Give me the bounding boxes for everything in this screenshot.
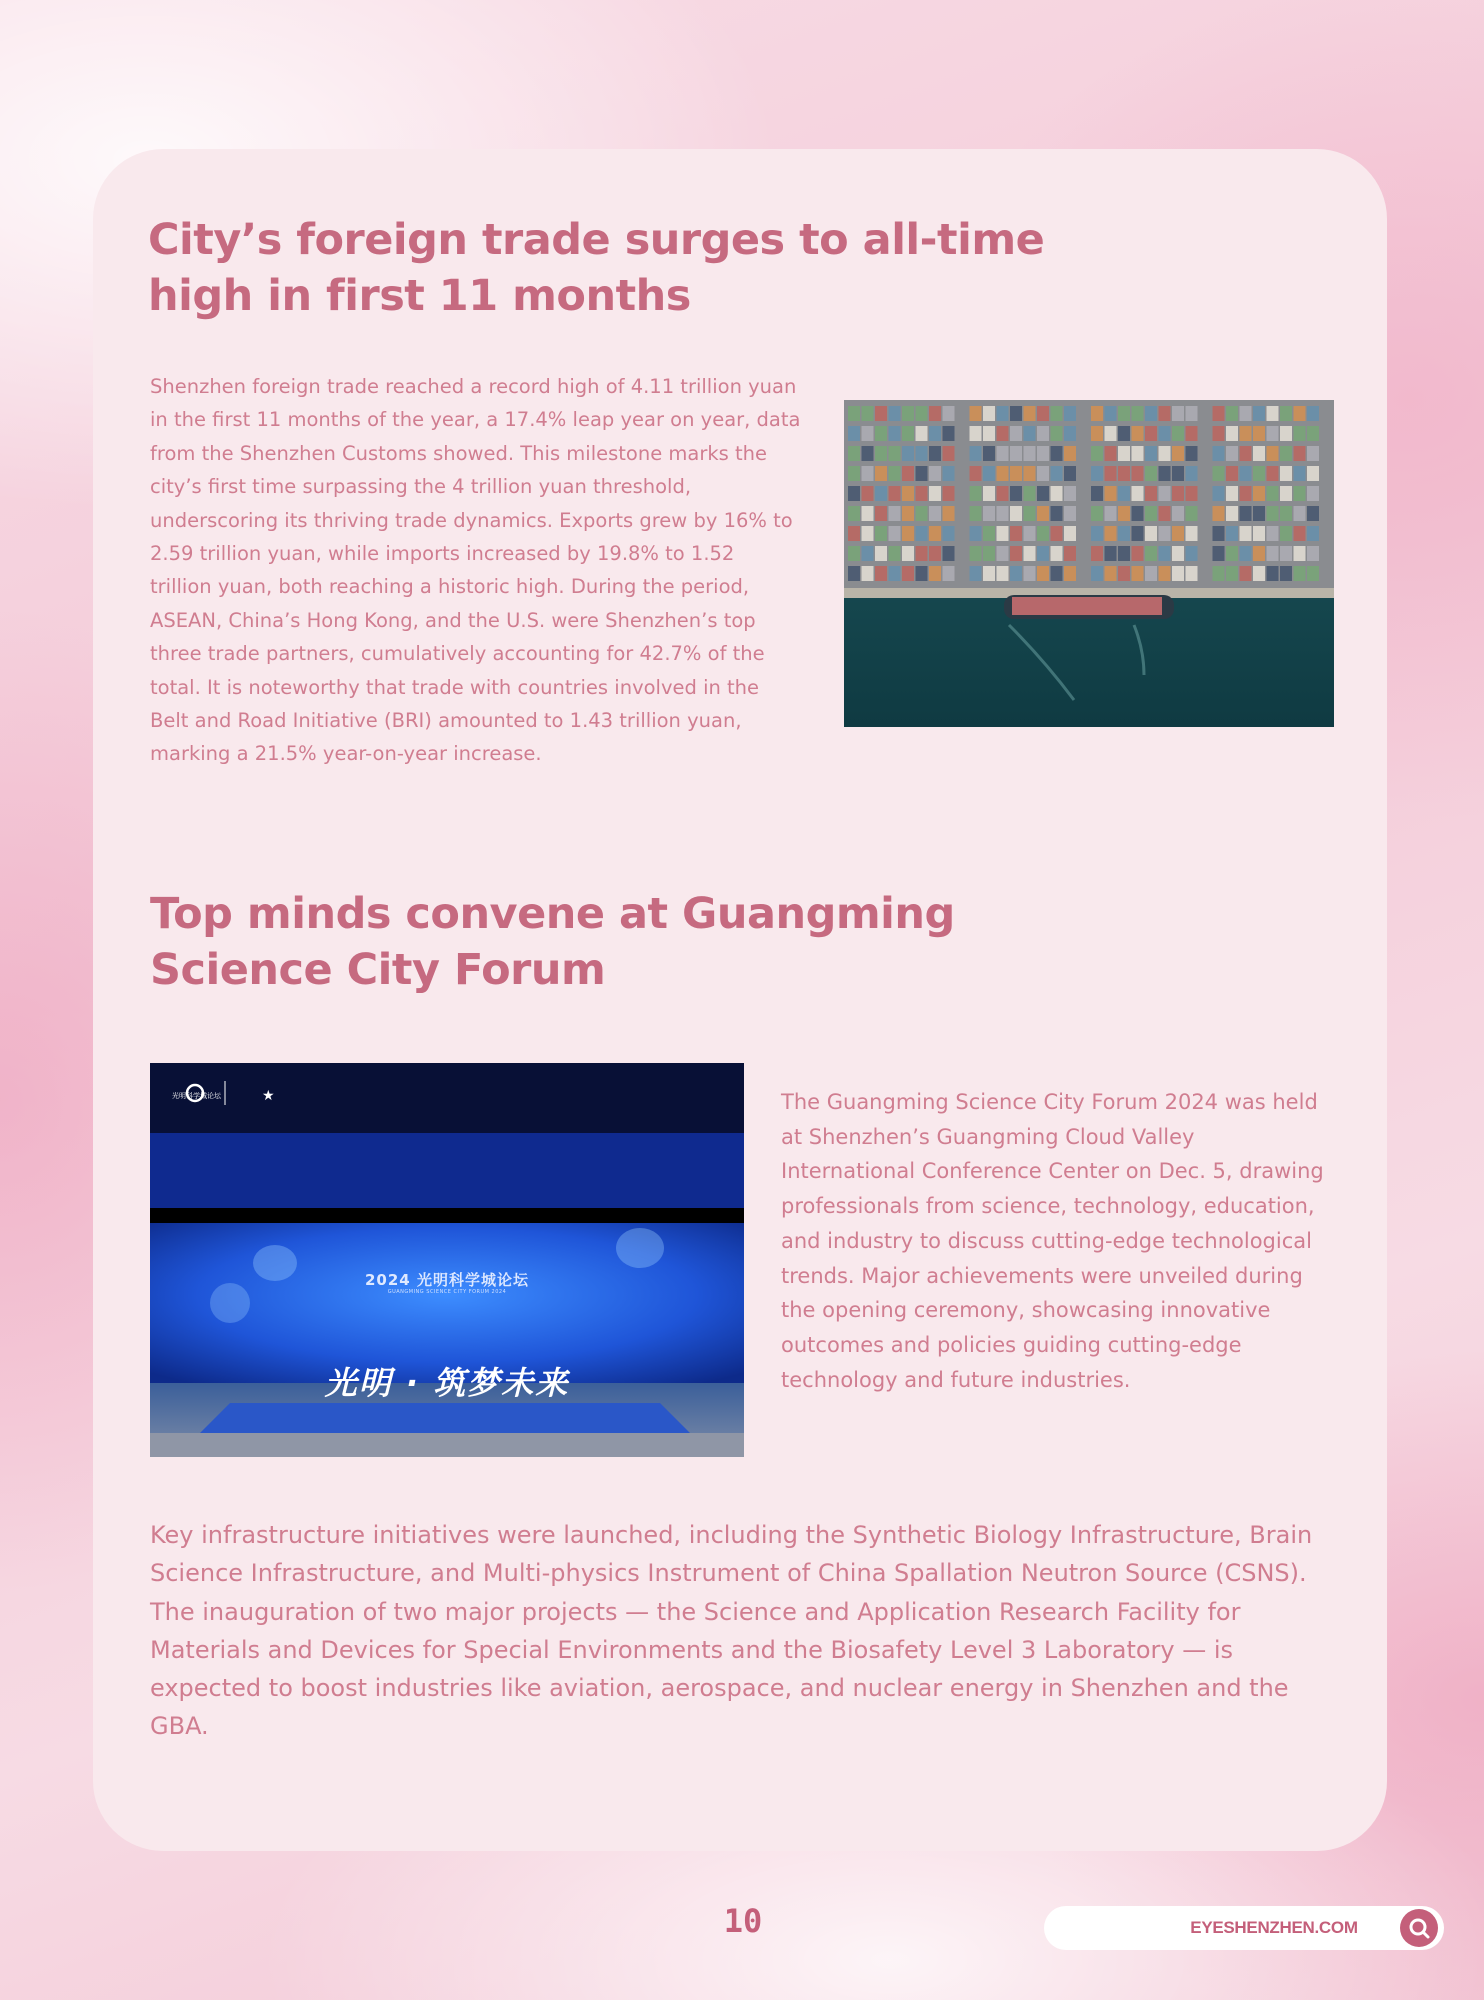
site-link-pill[interactable]	[1044, 1906, 1444, 1950]
article-2-body: The Guangming Science City Forum 2024 was held at Shenzhen’s Guangming Cloud Valley International Conference Center on Dec. 5, drawing professionals from science, technology, education, and industry to discuss cutting-edge technological trends. Major achievements were unveiled during the opening ceremony, showcasing innovative outcomes and policies guiding cutting-edge technology and future industries.	[781, 1090, 1324, 1392]
page-number: 10	[723, 1902, 763, 1940]
article-1-title: City’s foreign trade surges to all-time high in first 11 months	[148, 215, 1045, 321]
article-2-title: Top minds convene at Guangming Science City Forum	[150, 889, 955, 995]
container-port-photo	[844, 400, 1334, 727]
forum-screen-title: 2024 光明科学城论坛	[365, 1271, 529, 1289]
forum-stage-photo	[150, 1063, 744, 1457]
forum-logo: 光明科学城论坛	[172, 1092, 221, 1100]
article-2-body-continued: Key infrastructure initiatives were launched, including the Synthetic Biology Infrastructure, Brain Science Infrastructure, and Multi-physics Instrument of China Spallation Neutron Source (CSNS). The inauguration of two major projects — the Science and Application Research Facility for Materials and Devices for Special Environments and the Biosafety Level 3 Laboratory — is expected to boost industries like aviation, aerospace, and nuclear energy in Shenzhen and the GBA.	[150, 1521, 1313, 1741]
svg-text:★: ★	[262, 1088, 275, 1104]
forum-screen-subtitle: GUANGMING SCIENCE CITY FORUM 2024	[387, 1289, 507, 1295]
forum-stage-banner: 光明 · 筑梦未来	[324, 1364, 570, 1402]
article-1-body: Shenzhen foreign trade reached a record high of 4.11 trillion yuan in the first 11 months of the year, a 17.4% leap year on year, data from the Shenzhen Customs showed. This milestone marks the city’s first time surpassing the 4 trillion yuan threshold, underscoring its thriving trade dynamics. Exports grew by 16% to 2.59 trillion yuan, while imports increased by 19.8% to 1.52 trillion yuan, both reaching a historic high. During the period, ASEAN, China’s Hong Kong, and the U.S. were Shenzhen’s top three trade partners, cumulatively accounting for 42.7% of the total. It is noteworthy that trade with countries involved in the Belt and Road Initiative (BRI) amounted to 1.43 trillion yuan, marking a 21.5% year-on-year increase.	[150, 375, 801, 766]
search-icon[interactable]	[1400, 1909, 1438, 1947]
site-url[interactable]: EYESHENZHEN.COM	[1190, 1918, 1358, 1937]
